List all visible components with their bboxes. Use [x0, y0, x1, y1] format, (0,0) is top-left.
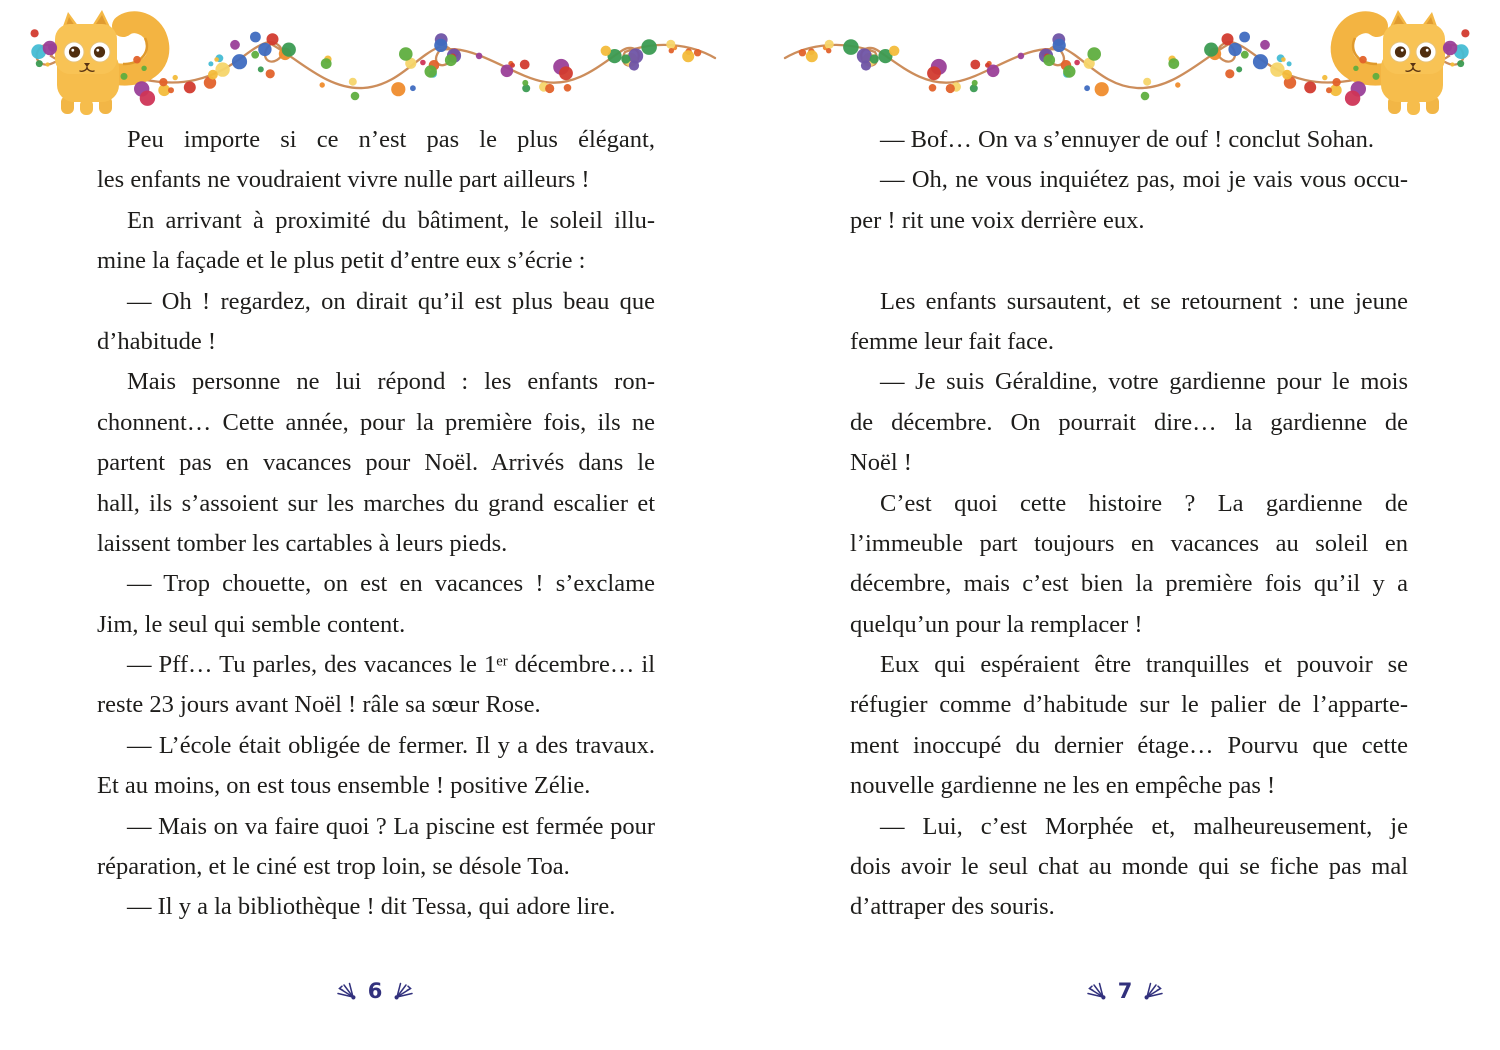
text-line: Et au moins, on est tous ensemble ! positive Zélie. [97, 772, 591, 800]
garland-light-dot [214, 57, 219, 62]
text-line: hall, ils s’assoient sur les marches du grand escalier et [97, 489, 655, 517]
text-line: d’habitude ! [97, 327, 217, 355]
garland-light-dot [510, 63, 515, 68]
text-line: Noël ! [850, 449, 912, 477]
garland-light-dot [251, 51, 259, 59]
garland-light-dot [628, 48, 643, 63]
garland-light-dot [520, 60, 530, 70]
text-line: l’immeuble part toujours en vacances au soleil en [850, 529, 1408, 557]
text-line: réfugier comme d’habitude sur le palier de l’apparte- [850, 691, 1408, 719]
garland-light-dot [250, 32, 261, 43]
garland-light-dot [320, 82, 325, 87]
garland-light-dot [208, 61, 213, 66]
text-line: partent pas en vacances pour Noël. Arrivés dans le [97, 449, 655, 477]
garland-light-dot [522, 80, 528, 86]
garland-decoration [25, 0, 725, 120]
garland-light-dot [445, 54, 457, 66]
text-line: C’est quoi cette histoire ? La gardienne de [880, 489, 1408, 517]
text-line: — Pff… Tu parles, des vacances le 1er décembre… il [127, 651, 655, 679]
garland-light-dot [46, 62, 50, 66]
garland-light-dot [351, 92, 360, 101]
garland-light-dot [545, 84, 554, 93]
text-line: per ! rit une voix derrière eux. [850, 206, 1145, 234]
garland-light-dot [476, 53, 483, 60]
garland-light-dot [168, 87, 174, 93]
garland-light-dot [564, 84, 572, 92]
garland-light-dot [258, 66, 264, 72]
text-line: nouvelle gardienne ne les en empêche pas ! [850, 772, 1276, 800]
garland-light-dot [641, 39, 657, 55]
garland-light-dot [258, 43, 271, 56]
garland-light-dot [230, 40, 240, 50]
text-line: Peu importe si ce n’est pas le plus élégant, [127, 126, 655, 153]
garland-light-dot [140, 91, 155, 106]
text-line: En arrivant à proximité du bâtiment, le soleil illu- [127, 206, 655, 234]
text-line: — Oh, ne vous inquiétez pas, moi je vais vous occu- [880, 166, 1408, 194]
text-line: — Lui, c’est Morphée et, malheureusement, je [880, 812, 1408, 840]
garland-light-dot [184, 81, 196, 93]
garland-light-dot [682, 50, 694, 62]
text-line: de décembre. On pourrait dire… la gardienne de [850, 408, 1408, 436]
body-text-left [97, 120, 655, 928]
folio-right [750, 976, 1500, 1006]
garland-light-dot [434, 39, 447, 52]
text-line: — Il y a la bibliothèque ! dit Tessa, qui adore lire. [127, 893, 616, 921]
folio-ornament-left-icon [336, 982, 357, 1001]
text-line: femme leur fait face. [850, 327, 1055, 355]
folio-ornament-right-icon [1143, 982, 1164, 1001]
text-line: quelqu’un pour la remplacer ! [850, 610, 1143, 638]
garland-light-dot [159, 78, 167, 86]
folio-left [0, 976, 750, 1006]
text-line: — L’école était obligée de fermer. Il y a des travaux. [127, 731, 655, 759]
text-line: — Mais on va faire quoi ? La piscine est fermée pour [127, 812, 655, 840]
folio-ornament-left-icon [1086, 982, 1107, 1001]
garland-light-dot [208, 70, 218, 80]
text-line: reste 23 jours avant Noël ! râle sa sœur Rose. [97, 691, 541, 719]
text-line: mine la façade et le plus petit d’entre eux s’écrie : [97, 247, 586, 275]
text-line: laissent tomber les cartables à leurs pieds. [97, 529, 508, 557]
garland-light-dot [669, 48, 674, 53]
garland-light-dot [425, 65, 437, 77]
text-line: réparation, et le ciné est trop loin, se désole Toa. [97, 853, 570, 881]
garland-light-dot [141, 66, 146, 71]
page-number: 6 [367, 979, 383, 1003]
page-number: 7 [1117, 979, 1133, 1003]
garland-light-dot [121, 73, 128, 80]
garland-decoration [775, 0, 1475, 120]
garland-light-dot [36, 60, 43, 67]
text-line: Mais personne ne lui répond : les enfants ron- [127, 368, 655, 396]
text-line: chonnent… Cette année, pour la première fois, ils ne [97, 408, 655, 436]
text-line: dois avoir le seul chat au monde qui se fiche pas mal [850, 853, 1408, 881]
text-line: — Trop chouette, on est en vacances ! s’exclame [127, 570, 655, 598]
text-line: les enfants ne voudraient vivre nulle part ailleurs ! [97, 166, 590, 194]
garland-light-dot [410, 85, 416, 91]
text-line: d’attraper des souris. [850, 893, 1055, 921]
garland-light-dot [43, 41, 57, 55]
page-right [750, 0, 1500, 1050]
text-line: Jim, le seul qui semble content. [97, 610, 406, 638]
garland-light-dot [267, 33, 279, 45]
text-line: ment inoccupé du dernier étage… Pourvu que cette [850, 731, 1408, 759]
garland-light-dot [601, 46, 611, 56]
garland-light-dot [349, 78, 357, 86]
garland-light-dot [559, 66, 573, 80]
garland-light-dot [31, 29, 39, 37]
garland-light-dot [266, 69, 275, 78]
text-line: — Bof… On va s’ennuyer de ouf ! conclut Sohan. [880, 126, 1374, 153]
text-line: — Je suis Géraldine, votre gardienne pour le mois [880, 368, 1408, 396]
garland-light-dot [621, 54, 630, 63]
paragraph-break [850, 241, 1408, 281]
garland-light-dot [173, 75, 178, 80]
garland-light-dot [232, 54, 247, 69]
text-line: Les enfants sursautent, et se retournent : une jeune [880, 287, 1408, 315]
cat-tail [115, 22, 158, 74]
body-text-right [850, 120, 1408, 928]
garland-light-dot [133, 56, 141, 64]
garland-light-dot [391, 82, 405, 96]
garland-light-dot [666, 40, 675, 49]
text-line: Eux qui espéraient être tranquilles et pouvoir se [880, 651, 1408, 679]
garland-light-dot [694, 49, 701, 56]
folio-ornament-right-icon [393, 982, 414, 1001]
text-line: décembre, mais c’est bien la première fois qu’il y a [850, 570, 1408, 598]
garland-light-dot [399, 47, 413, 61]
text-line: — Oh ! regardez, on dirait qu’il est plus beau que [127, 287, 655, 315]
garland-light-dot [420, 60, 426, 66]
garland-light-dot [282, 43, 296, 57]
garland-light-dot [321, 58, 332, 69]
